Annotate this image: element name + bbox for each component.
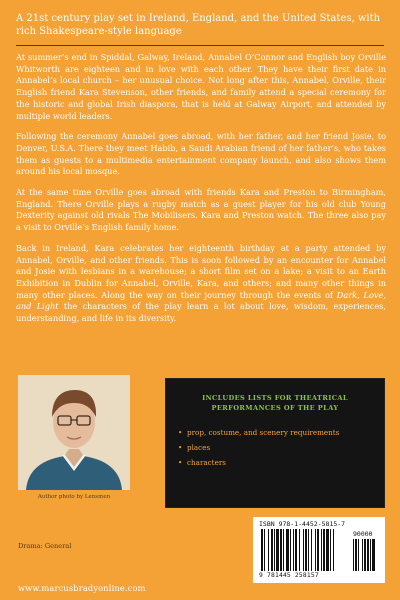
author-photo: [18, 375, 130, 490]
barcode-stripe: [264, 529, 265, 571]
lists-header-line-1: INCLUDES LISTS FOR THEATRICAL: [202, 394, 348, 402]
barcode-stripe: [321, 529, 322, 571]
barcode-stripe: [367, 539, 369, 571]
list-item: • places: [178, 440, 378, 455]
website-link[interactable]: www.marcusbradyonline.com: [18, 583, 146, 593]
barcode-stripe: [299, 529, 300, 571]
barcode-stripe: [370, 539, 371, 571]
barcode-stripe: [362, 539, 363, 571]
synopsis-paragraph-4-start: Back in Ireland, Kara celebrates her eighteenth birthday at a party attended by Annabel, Orville, and other friends. This is soon followed by an encounter for Annabel and Josie with lesbians in a warehouse; a short film set on a lake; a visit to an Earth Exhibition in Dublin for Annabel, Orville, Kara, and others; and many other things in many other places. Along the way on their journey through the events of: [16, 242, 386, 300]
lists-items: [178, 425, 378, 470]
synopsis: [16, 52, 386, 334]
barcode-stripe: [311, 529, 312, 571]
list-item: • characters: [178, 455, 378, 470]
barcode-stripe: [372, 539, 375, 571]
barcode-stripe: [353, 539, 354, 571]
barcode-stripe: [355, 539, 357, 571]
barcode-stripe: [326, 529, 329, 571]
barcode-stripe: [268, 529, 269, 571]
barcode-stripe: [330, 529, 331, 571]
barcode-stripe: [274, 529, 275, 571]
barcode-stripe: [303, 529, 304, 571]
genre-label: Drama: General: [18, 542, 72, 550]
barcode: [253, 517, 385, 583]
barcode-stripe: [283, 529, 284, 571]
synopsis-paragraph-3: At the same time Orville goes abroad with friends Kara and Preston to Birmingham, England. There Orville plays a rugby match as a guest player for his old club Young Dexterity against old rivals The Mobilisers. Kara and Preston watch. The three also pay a visit to Orville’s English family home.: [16, 187, 386, 233]
barcode-digits: 9 781445 258157: [259, 572, 319, 579]
list-item: • prop, costume, and scenery requirements: [178, 425, 378, 440]
tagline: A 21st century play set in Ireland, England, and the United States, with rich Shakespeare-style language: [16, 13, 381, 37]
synopsis-paragraph-4: [16, 243, 386, 325]
barcode-stripe: [305, 529, 307, 571]
barcode-stripe: [317, 529, 319, 571]
barcode-stripe: [276, 529, 279, 571]
barcode-stripe: [364, 539, 366, 571]
lists-box: [165, 378, 385, 508]
barcode-stripe: [271, 529, 273, 571]
barcode-stripe: [261, 529, 263, 571]
isbn-label: ISBN 978-1-4452-5815-7: [259, 520, 346, 528]
barcode-stripe: [280, 529, 282, 571]
lists-header-line-2: PERFORMANCES OF THE PLAY: [211, 404, 339, 412]
synopsis-paragraph-4-end: the characters of the play learn a lot about love, wisdom, experiences, understanding, and life in its diversity.: [16, 301, 386, 324]
barcode-stripe: [295, 529, 297, 571]
price-code: 90000: [353, 530, 373, 538]
barcode-stripe: [323, 529, 325, 571]
barcode-stripe: [308, 529, 309, 571]
play-title: Dark, Love, and Light: [16, 289, 386, 312]
lists-box-header: [166, 393, 384, 413]
author-portrait-illustration: [18, 375, 130, 490]
synopsis-paragraph-1: At summer’s end in Spiddal, Galway, Ireland, Annabel O’Connor and English boy Orville Whitworth are eighteen and in love with each other. They have their first date in Annabel’s local church – her unusual choice. Not long after this, Annabel, Orville, their English friend Kara Stevenson, other friends, and family attend a special ceremony for the historic and global Irish diaspora, that is held at Galway Airport, and attended by multiple world leaders.: [16, 52, 386, 121]
synopsis-paragraph-2: Following the ceremony Annabel goes abroad, with her father, and her friend Josie, to Denver, U.S.A. There they meet Habib, a Saudi Arabian friend of her father’s, who takes them as guests to a multimedia entertainment company launch, and also shows them around his local mosque.: [16, 131, 386, 177]
barcode-stripe: [286, 529, 289, 571]
barcode-stripe: [333, 529, 334, 571]
barcode-stripe: [290, 529, 291, 571]
barcode-stripe: [293, 529, 294, 571]
photo-credit: Author photo by Lensmen: [37, 494, 111, 500]
barcode-stripe: [358, 539, 359, 571]
divider-rule: [16, 45, 384, 46]
barcode-stripe: [315, 529, 316, 571]
